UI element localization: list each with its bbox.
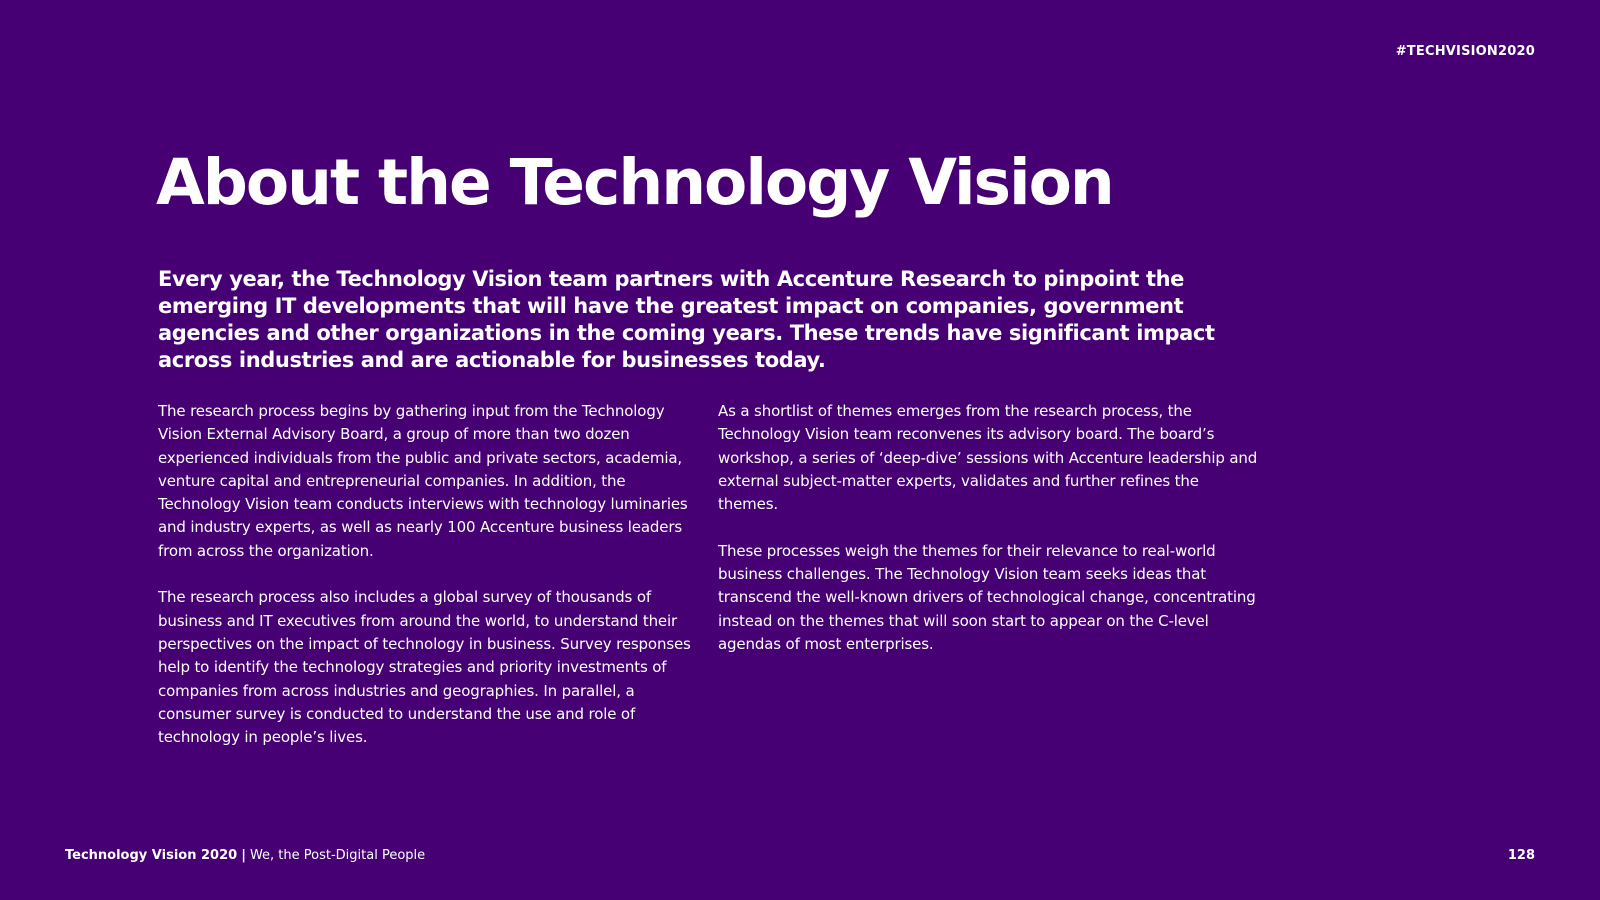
footer-brand: Technology Vision 2020 (65, 848, 238, 863)
footer-subtitle: We, the Post-Digital People (249, 848, 426, 863)
body-paragraph: The research process also includes a global survey of thousands of business and IT executives from around the world, to understand their perspectives on the impact of technology in business. Survey responses help to identify the technology strategies and priority investments of companies from across industries and geographies. In parallel, a consumer survey is conducted to understand the use and role of technology in people’s lives. (158, 588, 691, 747)
body-paragraph: As a shortlist of themes emerges from the research process, the Technology Vision team reconvenes its advisory board. The board’s workshop, a series of ‘deep-dive’ sessions with Accenture leadership and external subject-matter experts, validates and further refines the themes. (718, 402, 1258, 514)
body-paragraph: These processes weigh the themes for their relevance to real-world business challenges. The Technology Vision team seeks ideas that transcend the well-known drivers of technological change, concentrating instead on the themes that will soon start to appear on the C-level agendas of most enterprises. (718, 541, 1256, 653)
footer (65, 848, 425, 863)
body-paragraph: The research process begins by gathering input from the Technology Vision External Advisory Board, a group of more than two dozen experienced individuals from the public and private sectors, academia, venture capital and entrepreneurial companies. In addition, the Technology Vision team conducts interviews with technology luminaries and industry experts, as well as nearly 100 Accenture business leaders from across the organization. (158, 402, 688, 560)
intro-paragraph: Every year, the Technology Vision team partners with Accenture Research to pinpoint the emerging IT developments that will have the greatest impact on companies, government agencies and other organizations in the coming years. These trends have significant impact across industries and are actionable for businesses today. (158, 267, 1215, 372)
page-number: 128 (1507, 848, 1535, 863)
right-column (718, 400, 1258, 680)
hashtag-label: #TECHVISION2020 (1395, 44, 1535, 59)
footer-separator: | (241, 848, 246, 863)
page-title: About the Technology Vision (156, 146, 1113, 219)
left-column (158, 400, 698, 773)
